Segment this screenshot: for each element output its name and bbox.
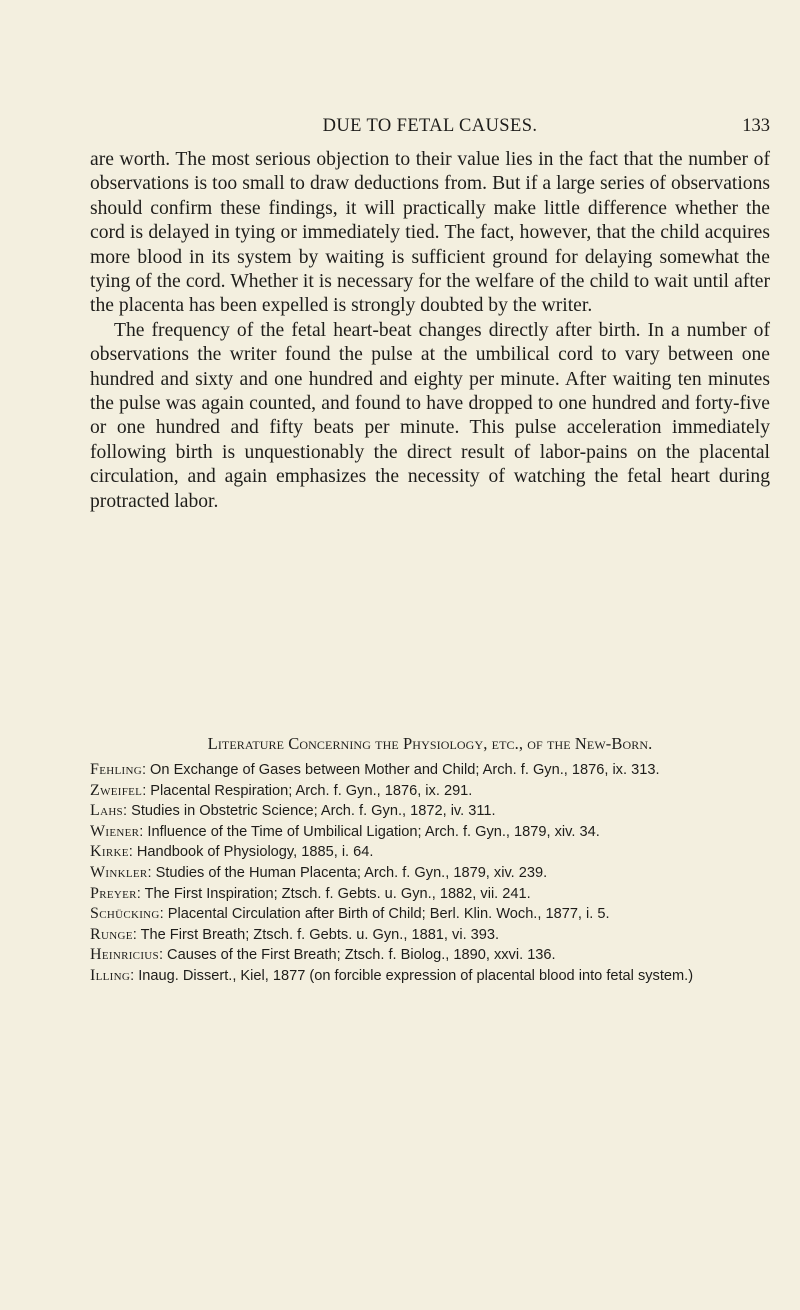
reference-author: Zweifel (90, 781, 143, 799)
literature-heading: Literature Concerning the Physiology, etc., of the New-Born. (207, 734, 653, 753)
reference-text: : Causes of the First Breath; Ztsch. f. Biolog., 1890, xxvi. 136. (158, 947, 556, 964)
reference-text: : On Exchange of Gases between Mother and Child; Arch. f. Gyn., 1876, ix. 313. (141, 762, 660, 778)
reference-author: Winkler (90, 863, 148, 881)
reference-text: : Influence of the Time of Umbilical Ligation; Arch. f. Gyn., 1879, xiv. 34. (139, 823, 600, 840)
paragraph-2: The frequency of the fetal heart-beat changes directly after birth. In a number of observations the writer found the pulse at the umbilical cord to vary between one hundred and sixty and one hundred and eighty per minute. After waiting ten minutes the pulse was again counted, and found to have dropped to one hundred and forty-five or one hundred and fifty beats per minute. This pulse acceleration immediately following birth is unquestionably the direct result of labor-pains on the placental circulation, and again emphasizes the necessity of watching the fetal heart during protracted labor. (90, 319, 770, 512)
reference-item (90, 760, 770, 781)
body-text (90, 148, 770, 514)
page-number: 133 (742, 116, 770, 136)
reference-author: Runge (90, 925, 133, 943)
reference-item (90, 842, 770, 863)
reference-item (90, 822, 770, 843)
reference-author: Heinricius (90, 946, 159, 964)
reference-item (90, 904, 770, 925)
reference-author: Lahs (90, 802, 123, 820)
reference-text: : Placental Respiration; Arch. f. Gyn., 1876, ix. 291. (142, 782, 473, 799)
reference-author: Fehling (90, 761, 142, 778)
reference-item (90, 884, 770, 905)
reference-author: Preyer (90, 884, 137, 902)
reference-item (90, 801, 770, 822)
reference-item (90, 781, 770, 802)
reference-item (90, 925, 770, 946)
reference-author: Schücking (90, 905, 160, 923)
running-title: DUE TO FETAL CAUSES. (322, 116, 538, 136)
reference-text: : Studies in Obstetric Science; Arch. f. Gyn., 1872, iv. 311. (122, 803, 496, 820)
paragraph-1: are worth. The most serious objection to their value lies in the fact that the number of observations is too small to draw deductions from. But if a large series of observations should confirm these findings, it will practically make little difference whether the cord is delayed in tying or immediately tied. The fact, however, that the child acquires more blood in its system by waiting is sufficient ground for delaying somewhat the tying of the cord. Whether it is necessary for the welfare of the child to wait until after the placenta has been expelled is strongly doubted by the writer. (90, 149, 770, 317)
reference-author: Wiener (90, 822, 140, 840)
reference-author: Kirke (90, 843, 129, 861)
reference-author: Illing (90, 966, 131, 984)
reference-text: : The First Inspiration; Ztsch. f. Gebts. u. Gyn., 1882, vii. 241. (136, 885, 531, 902)
reference-text: : Handbook of Physiology, 1885, i. 64. (128, 844, 374, 861)
reference-item (90, 863, 770, 884)
reference-list (90, 760, 770, 987)
reference-item (90, 966, 770, 987)
running-header (90, 116, 770, 140)
reference-text: : Inaug. Dissert., Kiel, 1877 (on forcible expression of placental blood into fetal system.) (130, 967, 694, 984)
reference-item (90, 945, 770, 966)
reference-text: : Placental Circulation after Birth of Child; Berl. Klin. Woch., 1877, i. 5. (159, 906, 610, 923)
reference-text: : Studies of the Human Placenta; Arch. f. Gyn., 1879, xiv. 239. (147, 864, 548, 881)
reference-text: : The First Breath; Ztsch. f. Gebts. u. Gyn., 1881, vi. 393. (132, 926, 500, 943)
